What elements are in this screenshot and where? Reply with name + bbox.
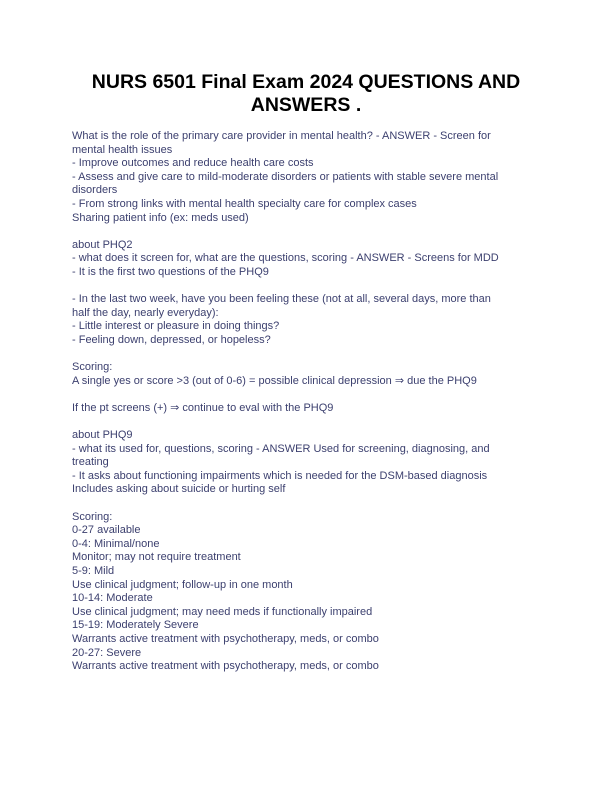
body-text-line: 10-14: Moderate	[72, 592, 153, 605]
paragraph-gap	[72, 348, 544, 362]
body-text-line: - From strong links with mental health specialty care for complex cases	[72, 197, 417, 210]
paragraph-gap	[72, 225, 544, 239]
paragraph-gap	[72, 415, 544, 429]
body-text-line: - Assess and give care to mild-moderate disorders or patients with stable severe mental	[72, 170, 499, 183]
body-text-line: What is the role of the primary care provider in mental health? - ANSWER - Screen for	[72, 130, 491, 142]
body-text-line: 20-27: Severe	[72, 646, 142, 659]
body-text-line: Scoring:	[72, 361, 113, 374]
body-text-line: - It is the first two questions of the PHQ9	[72, 265, 269, 278]
body-text-line: 5-9: Mild	[72, 565, 115, 577]
body-text-line: Warrants active treatment with psychotherapy, meds, or combo	[72, 632, 379, 645]
body-text-line: - Improve outcomes and reduce health care costs	[72, 157, 314, 170]
title-line-1: NURS 6501 Final Exam 2024 QUESTIONS AND	[91, 71, 521, 93]
body-text-line: A single yes or score >3 (out of 0-6) = possible clinical depression ⇒ due the PHQ9	[72, 374, 477, 387]
body-text-line: Sharing patient info (ex: meds used)	[72, 211, 249, 224]
body-text-line: 0-27 available	[72, 524, 141, 537]
document-body	[72, 130, 544, 674]
paragraph-gap	[72, 280, 544, 294]
body-text-line: Use clinical judgment; follow-up in one month	[72, 578, 293, 591]
body-text-line: - In the last two week, have you been feeling these (not at all, several days, more than	[72, 293, 491, 306]
body-text-line: If the pt screens (+) ⇒ continue to eval with the PHQ9	[72, 401, 334, 414]
body-text-line: mental health issues	[72, 143, 173, 156]
body-text-line: Scoring:	[72, 510, 113, 523]
document-title	[60, 71, 552, 117]
body-text-line: - Feeling down, depressed, or hopeless?	[72, 333, 271, 346]
body-text-line: - It asks about functioning impairments which is needed for the DSM-based diagnosis	[72, 469, 488, 482]
body-text-line: Warrants active treatment with psychotherapy, meds, or combo	[72, 660, 379, 673]
body-text-line: Use clinical judgment; may need meds if functionally impaired	[72, 605, 373, 618]
title-line-2: ANSWERS .	[250, 94, 362, 116]
body-text-line: 15-19: Moderately Severe	[72, 619, 199, 632]
paragraph-gap	[72, 388, 544, 402]
body-text-line: half the day, nearly everyday):	[72, 306, 219, 319]
body-text-line: about PHQ2	[72, 238, 133, 251]
body-text-line: treating	[72, 456, 109, 469]
body-text-line: Monitor; may not require treatment	[72, 551, 241, 564]
body-text-line: - what its used for, questions, scoring - ANSWER Used for screening, diagnosing, and	[72, 442, 490, 455]
body-text-line: disorders	[72, 184, 118, 197]
body-text-line: - what does it screen for, what are the questions, scoring - ANSWER - Screens for MDD	[72, 252, 499, 265]
body-text-line: Includes asking about suicide or hurting self	[72, 483, 286, 496]
body-text-line: - Little interest or pleasure in doing things?	[72, 320, 280, 333]
body-text-line: 0-4: Minimal/none	[72, 537, 160, 550]
paragraph-gap	[72, 497, 544, 511]
body-text-line: about PHQ9	[72, 429, 133, 442]
